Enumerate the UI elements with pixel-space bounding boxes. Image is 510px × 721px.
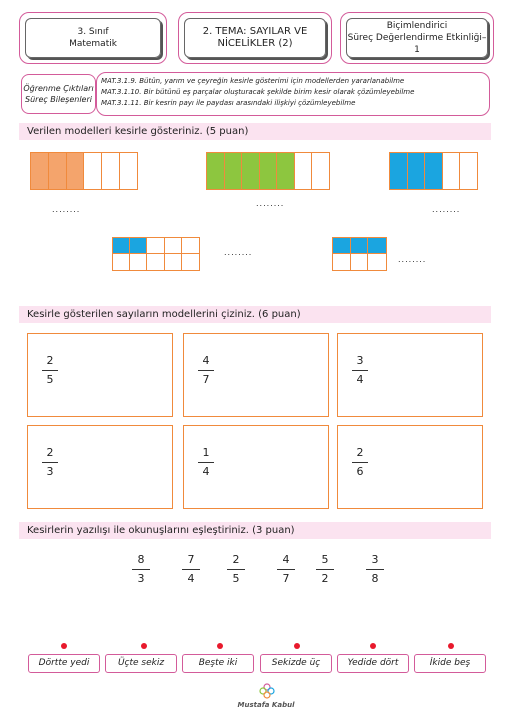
empty-part xyxy=(130,254,147,270)
filled-part xyxy=(425,153,443,189)
reading-box[interactable]: Yedide dört xyxy=(337,654,409,673)
empty-part xyxy=(460,153,477,189)
filled-part xyxy=(130,238,147,254)
filled-part xyxy=(408,153,426,189)
match-dot[interactable] xyxy=(141,643,147,649)
fraction-model-5 xyxy=(332,237,387,271)
empty-part xyxy=(165,238,182,254)
subject-label: Matematik xyxy=(69,39,117,49)
reading-box[interactable]: Üçte sekiz xyxy=(105,654,177,673)
fraction-label: 4 7 xyxy=(198,354,214,387)
empty-part xyxy=(147,238,164,254)
outcomes-label-line-1: Öğrenme Çıktıları xyxy=(23,84,94,93)
class-label: 3. Sınıf xyxy=(77,27,109,37)
filled-part xyxy=(260,153,278,189)
fraction-label: 2 3 xyxy=(42,446,58,479)
filled-part xyxy=(368,238,386,254)
header-activity-box xyxy=(340,12,494,64)
match-dot[interactable] xyxy=(294,643,300,649)
match-fraction[interactable]: 7 4 xyxy=(182,553,200,586)
filled-part xyxy=(390,153,408,189)
fraction-model-2 xyxy=(206,152,330,190)
fraction-label: 1 4 xyxy=(198,446,214,479)
theme-line-2: NİCELİKLER (2) xyxy=(217,38,293,49)
answer-blank[interactable]: ........ xyxy=(256,199,285,208)
empty-part xyxy=(113,254,130,270)
empty-part xyxy=(147,254,164,270)
answer-blank[interactable]: ........ xyxy=(224,248,253,257)
reading-box[interactable]: Dörtte yedi xyxy=(28,654,100,673)
empty-part xyxy=(295,153,313,189)
filled-part xyxy=(49,153,67,189)
answer-blank[interactable]: ........ xyxy=(432,205,461,214)
section-3-title: Kesirlerin yazılışı ile okunuşlarını eşleştiriniz. (3 puan) xyxy=(19,522,491,539)
theme-line-1: 2. TEMA: SAYILAR VE xyxy=(202,26,308,37)
filled-part xyxy=(242,153,260,189)
empty-part xyxy=(102,153,120,189)
match-dot[interactable] xyxy=(61,643,67,649)
empty-part xyxy=(84,153,102,189)
author-name: Mustafa Kabul xyxy=(237,701,295,709)
answer-blank[interactable]: ........ xyxy=(52,205,81,214)
filled-part xyxy=(67,153,85,189)
reading-box[interactable]: Sekizde üç xyxy=(260,654,332,673)
filled-part xyxy=(207,153,225,189)
outcomes-list xyxy=(96,72,490,116)
match-fraction[interactable]: 5 2 xyxy=(316,553,334,586)
flower-logo-icon xyxy=(258,682,276,700)
header-theme-box xyxy=(178,12,332,64)
drawing-box[interactable] xyxy=(183,333,329,417)
filled-part xyxy=(277,153,295,189)
match-fraction[interactable]: 8 3 xyxy=(132,553,150,586)
match-dot[interactable] xyxy=(448,643,454,649)
empty-part xyxy=(182,238,199,254)
fraction-model-3 xyxy=(389,152,478,190)
drawing-box[interactable] xyxy=(337,425,483,509)
match-fraction[interactable]: 4 7 xyxy=(277,553,295,586)
fraction-label: 3 4 xyxy=(352,354,368,387)
filled-part xyxy=(225,153,243,189)
empty-part xyxy=(120,153,137,189)
section-2-title: Kesirle gösterilen sayıların modellerini çiziniz. (6 puan) xyxy=(19,306,491,323)
outcomes-label-line-2: Süreç Bileşenleri xyxy=(25,95,92,104)
fraction-model-1 xyxy=(30,152,138,190)
match-dot[interactable] xyxy=(217,643,223,649)
activity-line-1: Biçimlendirici xyxy=(386,21,448,31)
empty-part xyxy=(443,153,461,189)
empty-part xyxy=(351,254,369,270)
reading-box[interactable]: İkide beş xyxy=(414,654,486,673)
outcomes-label xyxy=(21,74,96,114)
drawing-box[interactable] xyxy=(337,333,483,417)
filled-part xyxy=(351,238,369,254)
drawing-box[interactable] xyxy=(27,333,173,417)
empty-part xyxy=(333,254,351,270)
empty-part xyxy=(312,153,329,189)
match-fraction[interactable]: 2 5 xyxy=(227,553,245,586)
answer-blank[interactable]: ........ xyxy=(398,255,427,264)
match-fraction[interactable]: 3 8 xyxy=(366,553,384,586)
empty-part xyxy=(182,254,199,270)
empty-part xyxy=(368,254,386,270)
fraction-label: 2 5 xyxy=(42,354,58,387)
filled-part xyxy=(333,238,351,254)
filled-part xyxy=(113,238,130,254)
header-class-box xyxy=(19,12,167,64)
drawing-box[interactable] xyxy=(183,425,329,509)
reading-box[interactable]: Beşte iki xyxy=(182,654,254,673)
drawing-box[interactable] xyxy=(27,425,173,509)
outcome-item: MAT.3.1.10. Bir bütünü eş parçalar oluşturacak şekilde birim kesir olarak çözümleyebilme xyxy=(101,88,415,96)
outcome-item: MAT.3.1.11. Bir kesrin payı ile paydası arasındaki ilişkiyi çözümleyebilme xyxy=(101,99,356,107)
match-dot[interactable] xyxy=(370,643,376,649)
activity-line-2: Süreç Değerlendirme Etkinliği–1 xyxy=(347,33,487,55)
outcome-item: MAT.3.1.9. Bütün, yarım ve çeyreğin kesirle gösterimi için modellerden yararlanabilme xyxy=(101,77,405,85)
fraction-label: 2 6 xyxy=(352,446,368,479)
filled-part xyxy=(31,153,49,189)
fraction-model-4 xyxy=(112,237,200,271)
section-1-title: Verilen modelleri kesirle gösteriniz. (5 puan) xyxy=(19,123,491,140)
empty-part xyxy=(165,254,182,270)
